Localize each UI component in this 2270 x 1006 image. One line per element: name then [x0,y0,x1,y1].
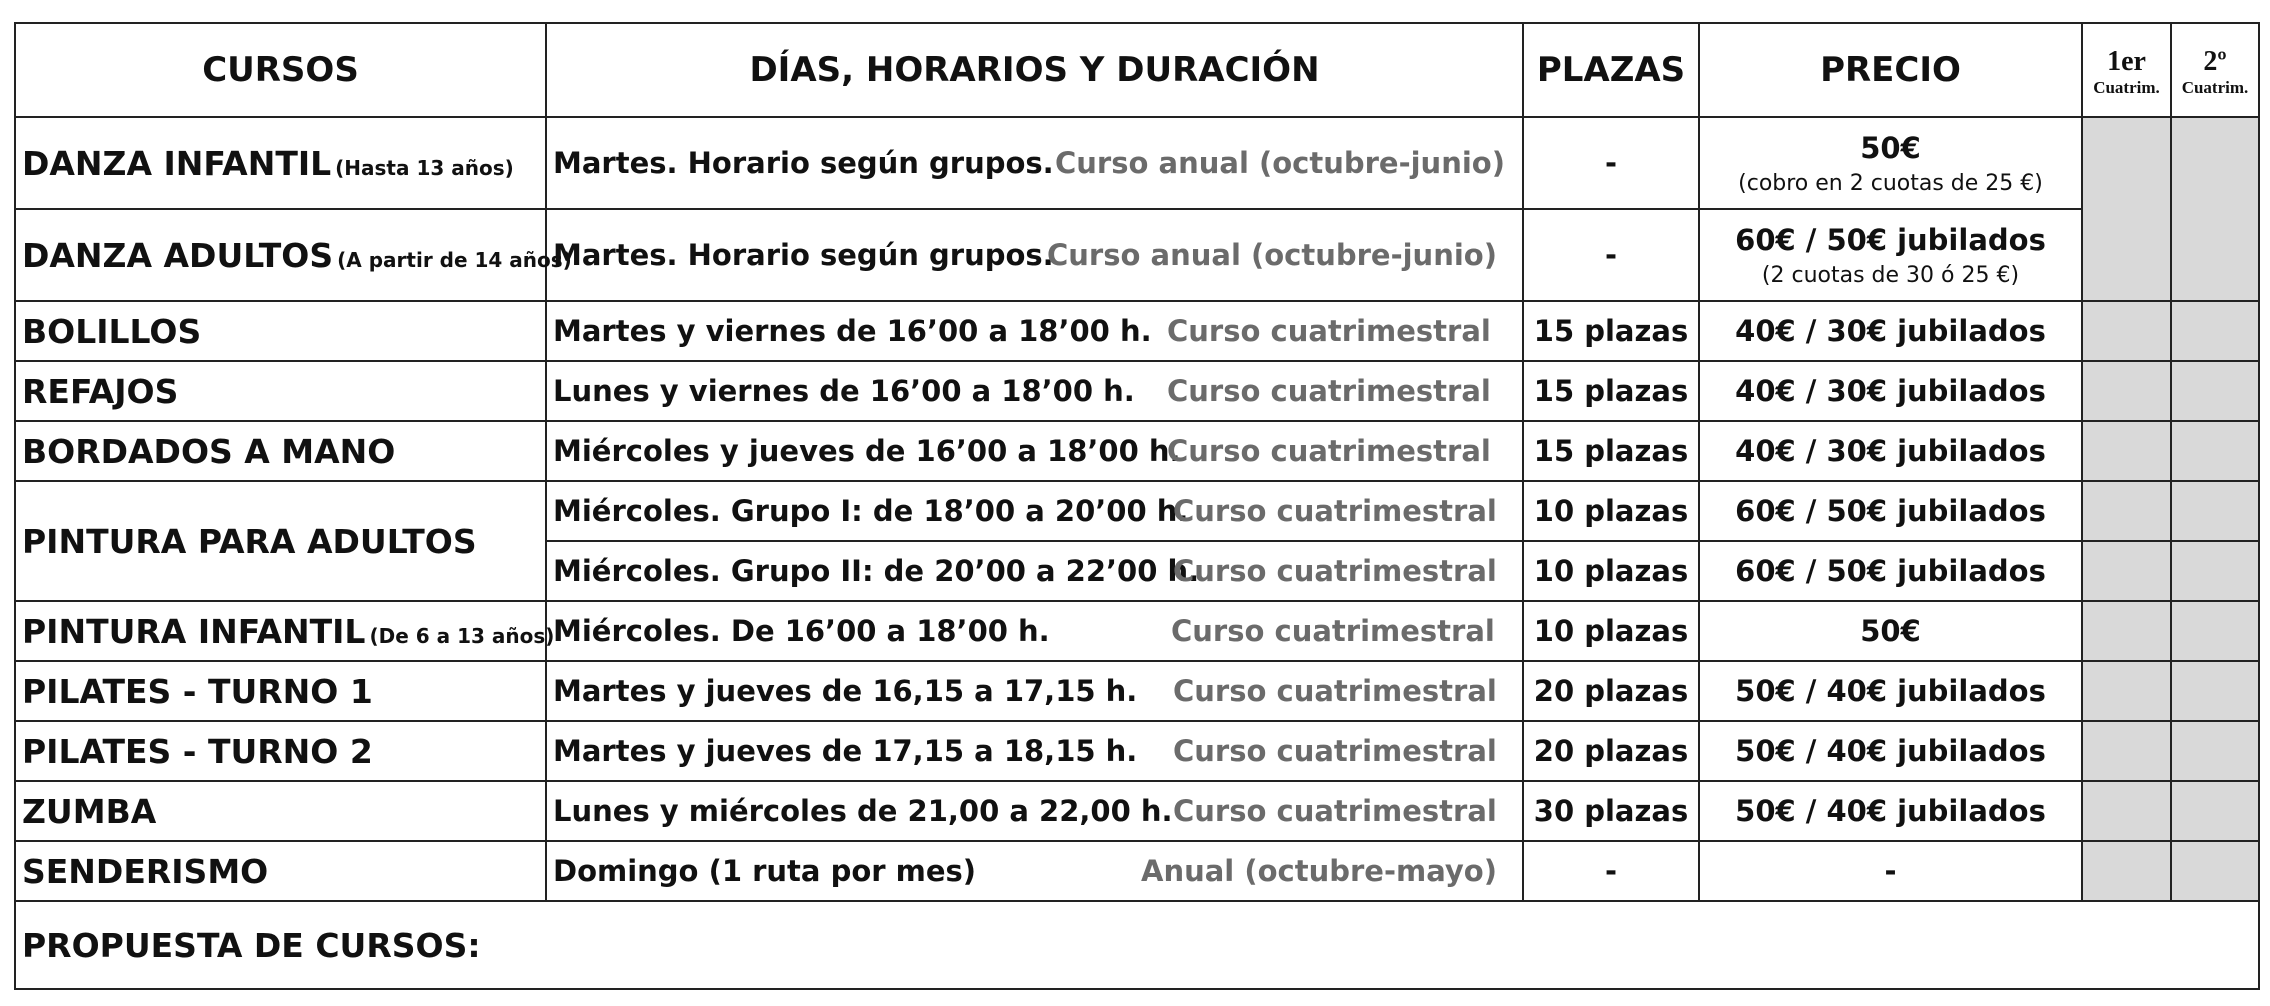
plazas-cell: 20 plazas [1523,721,1699,781]
precio-cell: - [1699,841,2082,901]
schedule-cell [546,301,1523,361]
duration-text: Curso anual (octubre-junio) [1055,146,1505,180]
cuatrimestre-1-checkbox[interactable] [2082,721,2171,781]
precio-note: (cobro en 2 cuotas de 25 €) [1738,170,2043,196]
precio-cell: 40€ / 30€ jubilados [1699,301,2082,361]
table-row [15,361,2259,421]
cuatrimestre-1-checkbox[interactable] [2082,361,2171,421]
precio-cell: 50€ / 40€ jubilados [1699,721,2082,781]
schedule-cell [546,421,1523,481]
schedule-text: Martes y jueves de 16,15 a 17,15 h. [553,674,1138,708]
cuatrimestre-2-checkbox[interactable] [2171,117,2259,301]
proposal-row [15,901,2259,989]
schedule-text: Martes. Horario según grupos. [553,238,1054,272]
table-row [15,841,2259,901]
schedule-cell [546,841,1523,901]
header-cursos: CURSOS [15,23,546,117]
schedule-cell [546,209,1523,301]
table-row [15,209,2259,301]
proposal-label: PROPUESTA DE CURSOS: [15,901,2259,989]
header-c1-top: 1er [2107,46,2146,77]
course-name: BORDADOS A MANO [15,421,546,481]
cuatrimestre-2-checkbox[interactable] [2171,481,2259,541]
precio-cell: 50€ [1699,601,2082,661]
duration-text: Anual (octubre-mayo) [1141,854,1497,888]
cuatrimestre-1-checkbox[interactable] [2082,781,2171,841]
schedule-text: Lunes y viernes de 16’00 a 18’00 h. [553,374,1135,408]
header-dias: DÍAS, HORARIOS Y DURACIÓN [546,23,1523,117]
schedule-text: Miércoles. Grupo II: de 20’00 a 22’00 h. [553,554,1200,588]
cuatrimestre-1-checkbox[interactable] [2082,601,2171,661]
schedule-text: Martes y viernes de 16’00 a 18’00 h. [553,314,1152,348]
cuatrimestre-2-checkbox[interactable] [2171,661,2259,721]
header-c2-top: 2º [2203,46,2227,77]
course-name: PINTURA PARA ADULTOS [15,481,546,601]
plazas-cell: 10 plazas [1523,601,1699,661]
precio-cell: 60€ / 50€ jubilados [1699,481,2082,541]
course-name: REFAJOS [15,361,546,421]
duration-text: Curso cuatrimestral [1173,794,1497,828]
schedule-text: Martes y jueves de 17,15 a 18,15 h. [553,734,1138,768]
schedule-text: Miércoles. De 16’00 a 18’00 h. [553,614,1050,648]
course-note: (De 6 a 13 años) [369,623,555,648]
schedule-text: Domingo (1 ruta por mes) [553,854,977,888]
course-name: DANZA INFANTIL [22,143,332,183]
cuatrimestre-1-checkbox[interactable] [2082,841,2171,901]
cuatrimestre-2-checkbox[interactable] [2171,841,2259,901]
schedule-cell [546,361,1523,421]
precio-cell: 50€ / 40€ jubilados [1699,781,2082,841]
precio-cell: 40€ / 30€ jubilados [1699,421,2082,481]
header-plazas: PLAZAS [1523,23,1699,117]
table-row [15,301,2259,361]
duration-text: Curso cuatrimestral [1167,314,1491,348]
duration-text: Curso anual (octubre-junio) [1047,238,1497,272]
schedule-cell [546,721,1523,781]
plazas-cell: 15 plazas [1523,421,1699,481]
plazas-cell: 20 plazas [1523,661,1699,721]
duration-text: Curso cuatrimestral [1173,674,1497,708]
duration-text: Curso cuatrimestral [1173,734,1497,768]
cuatrimestre-1-checkbox[interactable] [2082,481,2171,541]
schedule-cell [546,117,1523,209]
table-row [15,481,2259,541]
schedule-cell [546,541,1523,601]
cuatrimestre-1-checkbox[interactable] [2082,117,2171,301]
header-c2-bottom: Cuatrim. [2181,78,2249,97]
header-c1-bottom: Cuatrim. [2093,78,2160,97]
schedule-text: Miércoles y jueves de 16’00 a 18’00 h. [553,434,1181,468]
cuatrimestre-2-checkbox[interactable] [2171,781,2259,841]
cuatrimestre-2-checkbox[interactable] [2171,301,2259,361]
course-name: PILATES - TURNO 2 [15,721,546,781]
duration-text: Curso cuatrimestral [1173,494,1497,528]
cuatrimestre-2-checkbox[interactable] [2171,721,2259,781]
duration-text: Curso cuatrimestral [1171,614,1495,648]
duration-text: Curso cuatrimestral [1167,434,1491,468]
schedule-cell [546,781,1523,841]
schedule-cell [546,661,1523,721]
cuatrimestre-1-checkbox[interactable] [2082,421,2171,481]
course-name: SENDERISMO [15,841,546,901]
schedule-cell [546,481,1523,541]
plazas-cell: - [1523,117,1699,209]
courses-table [14,22,2260,990]
header-cuatrimestre-2 [2171,23,2259,117]
course-name: PILATES - TURNO 1 [15,661,546,721]
plazas-cell: 30 plazas [1523,781,1699,841]
table-row [15,721,2259,781]
header-precio: PRECIO [1699,23,2082,117]
course-name: PINTURA INFANTIL [22,611,366,651]
cuatrimestre-2-checkbox[interactable] [2171,361,2259,421]
course-note: (A partir de 14 años) [337,247,572,272]
course-name-cell [15,209,572,301]
schedule-text: Lunes y miércoles de 21,00 a 22,00 h. [553,794,1173,828]
plazas-cell: - [1523,209,1699,301]
cuatrimestre-1-checkbox[interactable] [2082,661,2171,721]
course-name: DANZA ADULTOS [22,235,334,275]
header-row [15,23,2259,117]
table-row [15,421,2259,481]
cuatrimestre-2-checkbox[interactable] [2171,541,2259,601]
plazas-cell: 15 plazas [1523,361,1699,421]
course-note: (Hasta 13 años) [335,155,514,180]
precio-note: (2 cuotas de 30 ó 25 €) [1761,262,2020,288]
cuatrimestre-2-checkbox[interactable] [2171,421,2259,481]
precio-text: 50€ [1860,130,1921,165]
table-row [15,661,2259,721]
duration-text: Curso cuatrimestral [1173,554,1497,588]
plazas-cell: - [1523,841,1699,901]
plazas-cell: 10 plazas [1523,481,1699,541]
precio-cell: 60€ / 50€ jubilados [1699,541,2082,601]
header-cuatrimestre-1 [2082,23,2171,117]
schedule-text: Martes. Horario según grupos. [553,146,1054,180]
plazas-cell: 15 plazas [1523,301,1699,361]
cuatrimestre-1-checkbox[interactable] [2082,301,2171,361]
table-row [15,117,2259,209]
course-name: BOLILLOS [15,301,546,361]
course-name: ZUMBA [15,781,546,841]
precio-cell [1699,209,2082,301]
course-name-cell [15,601,555,661]
precio-cell: 50€ / 40€ jubilados [1699,661,2082,721]
course-name-cell [15,117,546,209]
table-row [15,781,2259,841]
precio-cell [1699,117,2082,209]
cuatrimestre-2-checkbox[interactable] [2171,601,2259,661]
schedule-text: Miércoles. Grupo I: de 18’00 a 20’00 h. [553,494,1189,528]
cuatrimestre-1-checkbox[interactable] [2082,541,2171,601]
table-row [15,601,2259,661]
plazas-cell: 10 plazas [1523,541,1699,601]
precio-text: 60€ / 50€ jubilados [1735,222,2046,257]
schedule-cell [546,601,1523,661]
precio-cell: 40€ / 30€ jubilados [1699,361,2082,421]
duration-text: Curso cuatrimestral [1167,374,1491,408]
